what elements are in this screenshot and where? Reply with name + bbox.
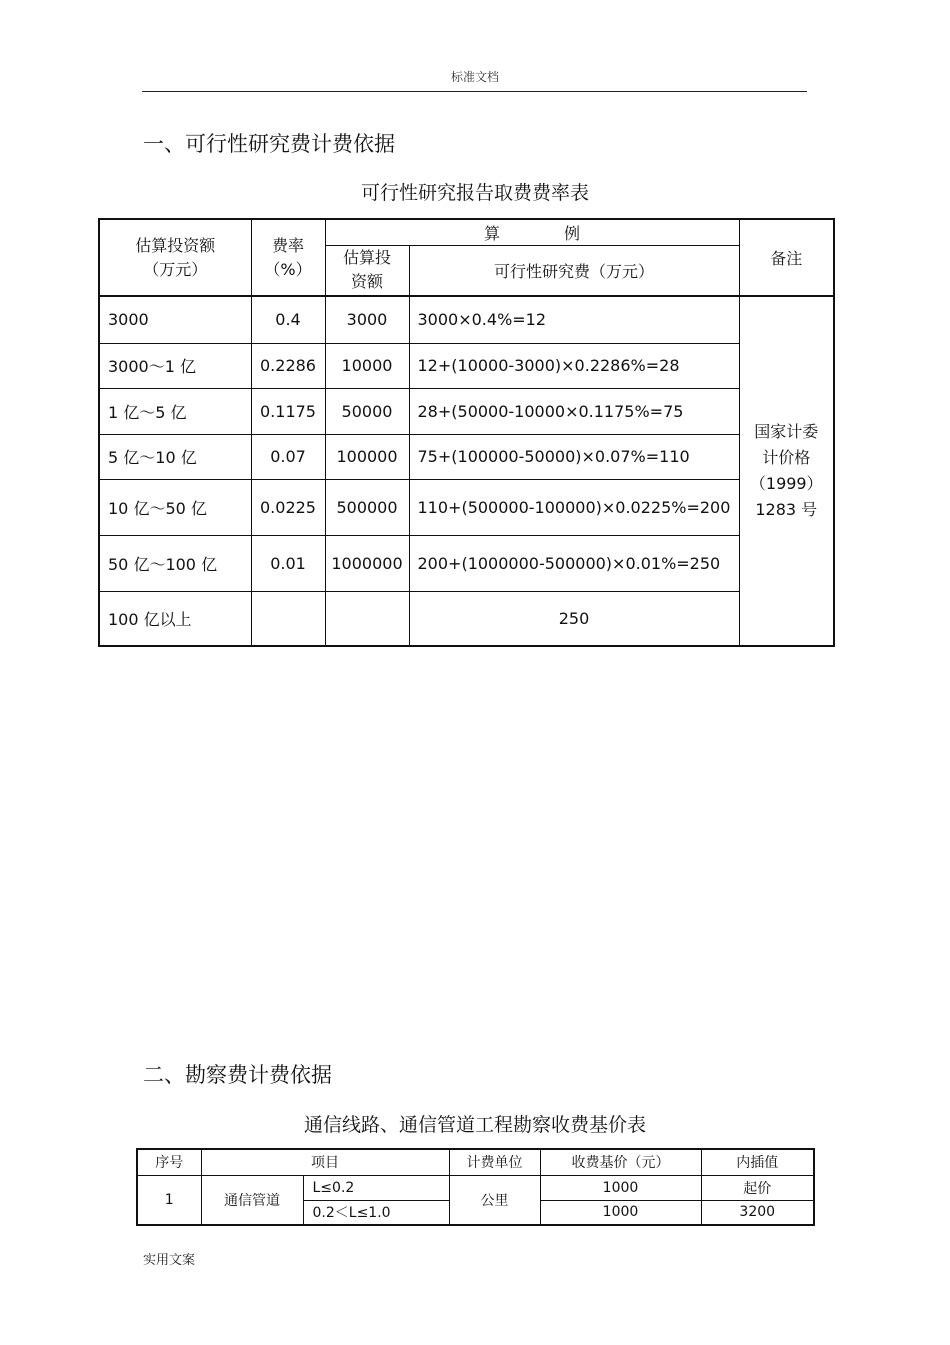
cell-sub-b: 0.2＜L≤1.0 bbox=[303, 1200, 449, 1225]
page-header: 标准文档 bbox=[450, 70, 499, 84]
cell-unit: 公里 bbox=[449, 1175, 540, 1225]
cell-invest: 10000 bbox=[325, 343, 409, 388]
cell-calc: 75+(100000-50000)×0.07%=110 bbox=[409, 434, 739, 479]
cell-rate: 0.07 bbox=[251, 434, 325, 479]
cell-rate: 0.01 bbox=[251, 535, 325, 591]
cell-rate: 0.4 bbox=[251, 296, 325, 343]
cell-invest: 100000 bbox=[325, 434, 409, 479]
header-rate-label: 费率 bbox=[271, 235, 304, 255]
cell-invest bbox=[325, 591, 409, 646]
table-row bbox=[99, 591, 834, 646]
remark-line3: （1999） bbox=[749, 474, 823, 493]
cell-calc: 28+(50000-10000×0.1175%=75 bbox=[409, 388, 739, 434]
cell-sub-a: L≤0.2 bbox=[303, 1175, 449, 1200]
cell-rate bbox=[251, 591, 325, 646]
cell-range: 1 亿～5 亿 bbox=[99, 388, 251, 434]
table1-title: 可行性研究报告取费费率表 bbox=[360, 182, 589, 204]
table2-title: 通信线路、通信管道工程勘察收费基价表 bbox=[303, 1114, 646, 1136]
header-invest-label: 估算投资额 bbox=[135, 235, 216, 255]
cell-calc: 200+(1000000-500000)×0.01%=250 bbox=[409, 535, 739, 591]
remark-line4: 1283 号 bbox=[755, 500, 818, 519]
cell-calc: 12+(10000-3000)×0.2286%=28 bbox=[409, 343, 739, 388]
cell-rate: 0.0225 bbox=[251, 479, 325, 535]
table-row bbox=[137, 1175, 814, 1200]
cell-invest: 3000 bbox=[325, 296, 409, 343]
remark-line1: 国家计委 bbox=[754, 422, 819, 441]
table-row bbox=[99, 434, 834, 479]
survey-fee-table bbox=[136, 1148, 815, 1226]
cell-interp-a: 起价 bbox=[701, 1175, 814, 1200]
header-unit: 计费单位 bbox=[449, 1149, 540, 1175]
table-row bbox=[99, 388, 834, 434]
cell-interp-b: 3200 bbox=[701, 1200, 814, 1225]
cell-calc: 3000×0.4%=12 bbox=[409, 296, 739, 343]
cell-invest: 50000 bbox=[325, 388, 409, 434]
cell-range: 5 亿～10 亿 bbox=[99, 434, 251, 479]
header-invest-unit: （万元） bbox=[143, 259, 208, 279]
cell-calc: 250 bbox=[409, 591, 739, 646]
header-interp: 内插值 bbox=[701, 1149, 814, 1175]
section1-heading: 一、可行性研究费计费依据 bbox=[143, 132, 395, 156]
feasibility-fee-table bbox=[98, 218, 835, 647]
table-row bbox=[99, 343, 834, 388]
cell-range: 10 亿～50 亿 bbox=[99, 479, 251, 535]
cell-range: 3000～1 亿 bbox=[99, 343, 251, 388]
cell-range: 100 亿以上 bbox=[99, 591, 251, 646]
cell-range: 3000 bbox=[99, 296, 251, 343]
header-invest bbox=[99, 219, 251, 296]
header-sub-invest: 估算投资额 bbox=[325, 245, 409, 296]
cell-no: 1 bbox=[137, 1175, 201, 1225]
cell-price-b: 1000 bbox=[540, 1200, 701, 1225]
cell-item: 通信管道 bbox=[201, 1175, 303, 1225]
header-base-price: 收费基价（元） bbox=[540, 1149, 701, 1175]
header-sub-fee: 可行性研究费（万元） bbox=[409, 245, 739, 296]
header-rate bbox=[251, 219, 325, 296]
cell-invest: 500000 bbox=[325, 479, 409, 535]
cell-range: 50 亿～100 亿 bbox=[99, 535, 251, 591]
table-row bbox=[99, 479, 834, 535]
cell-rate: 0.2286 bbox=[251, 343, 325, 388]
page-footer: 实用文案 bbox=[143, 1253, 196, 1268]
table-row bbox=[99, 296, 834, 343]
cell-price-a: 1000 bbox=[540, 1175, 701, 1200]
cell-invest: 1000000 bbox=[325, 535, 409, 591]
header-item: 项目 bbox=[201, 1149, 449, 1175]
cell-rate: 0.1175 bbox=[251, 388, 325, 434]
cell-calc: 110+(500000-100000)×0.0225%=200 bbox=[409, 479, 739, 535]
table-row bbox=[99, 535, 834, 591]
header-remark: 备注 bbox=[739, 219, 834, 296]
remark-line2: 计价格 bbox=[762, 448, 811, 467]
header-example: 算 例 bbox=[325, 219, 739, 245]
header-no: 序号 bbox=[137, 1149, 201, 1175]
section2-heading: 二、勘察费计费依据 bbox=[143, 1063, 332, 1087]
header-divider bbox=[142, 91, 807, 92]
cell-remark bbox=[739, 296, 834, 646]
header-rate-unit: （%） bbox=[264, 259, 312, 279]
